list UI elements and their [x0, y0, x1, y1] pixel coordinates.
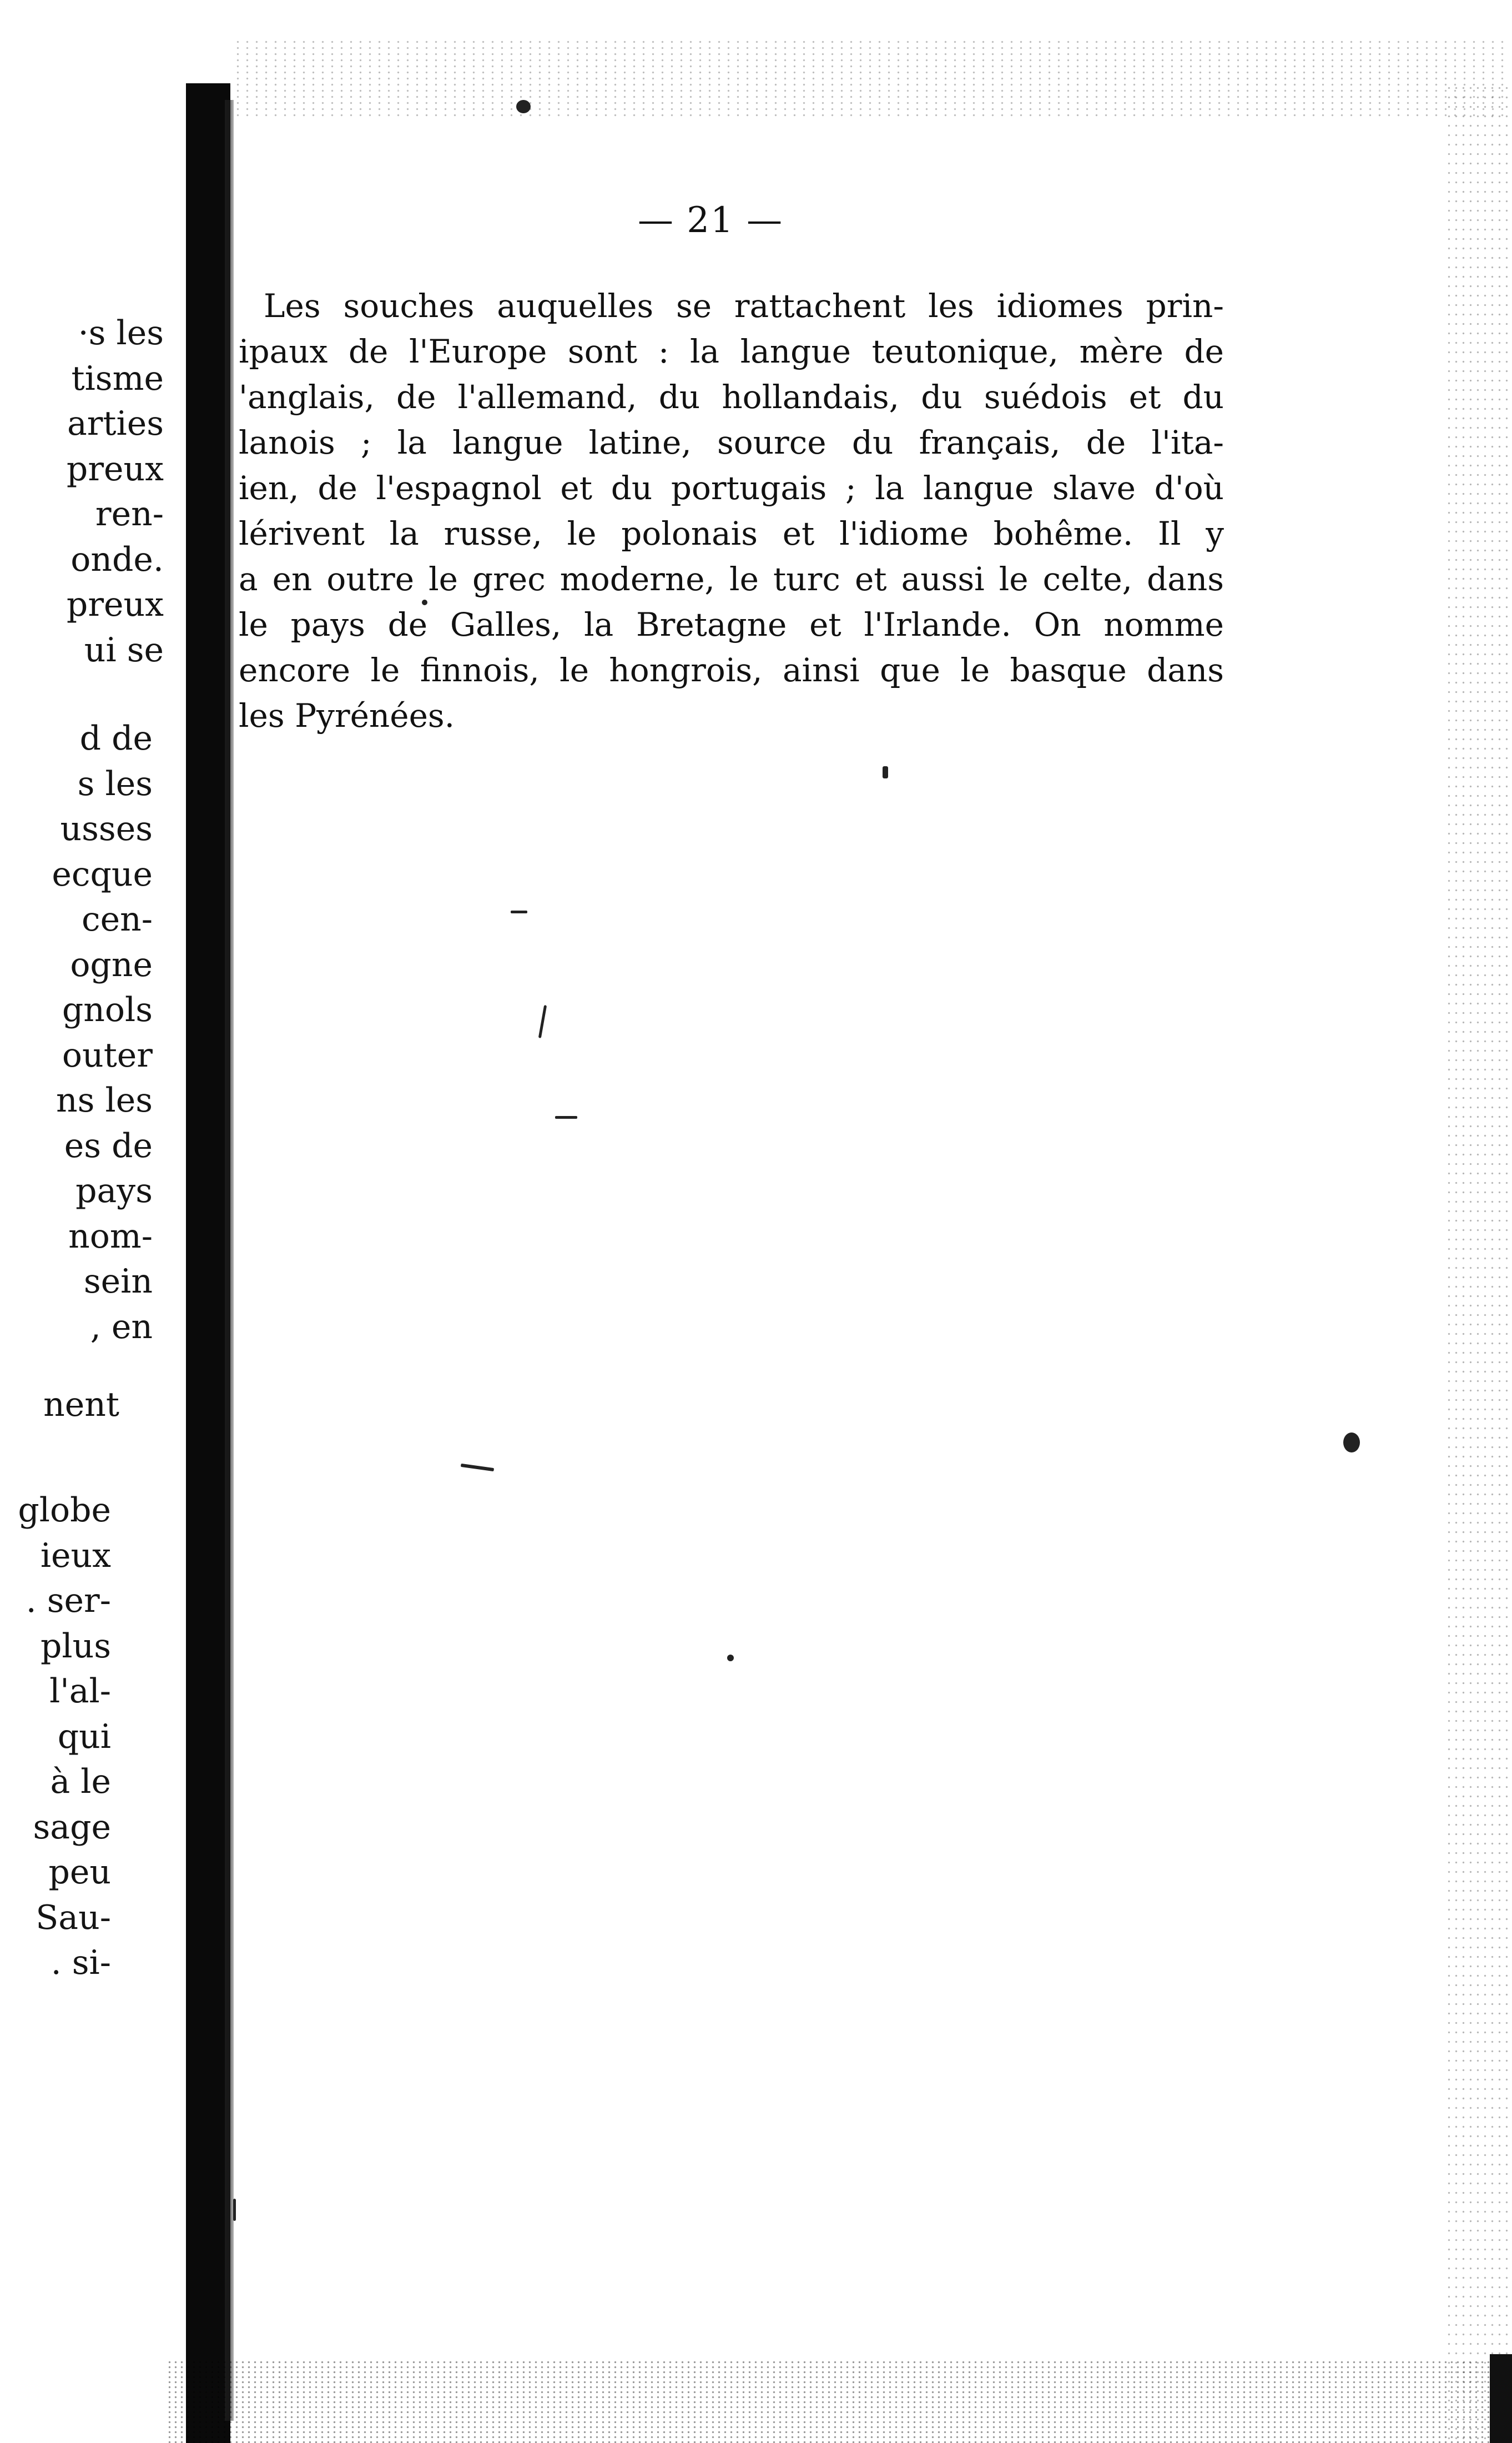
scan-speck: [516, 100, 531, 113]
fragment-line: plus: [40, 1626, 111, 1666]
fragment-line: outer: [62, 1035, 153, 1075]
scan-speck: [422, 600, 427, 605]
paragraph-line: ien, de l'espagnol et du portugais ; la langue slave d'où: [239, 469, 1224, 507]
fragment-line: peu: [48, 1853, 111, 1892]
scan-speck: [511, 911, 527, 913]
bottom-right-corner-mark: [1490, 2354, 1512, 2443]
fragment-line: . ser-: [26, 1581, 111, 1620]
paragraph-line: 'anglais, de l'allemand, du hollandais, du suédois et du: [239, 378, 1224, 416]
left-page-fragment-3: [11, 1383, 119, 1428]
fragment-line: es de: [64, 1126, 153, 1165]
fragment-line: pays: [75, 1172, 153, 1210]
top-edge-noise: [233, 39, 1510, 117]
fragment-line: sein: [83, 1262, 153, 1301]
fragment-line: nom-: [68, 1217, 153, 1256]
scan-speck: [1343, 1432, 1360, 1452]
fragment-line: tisme: [71, 359, 164, 398]
scan-speck: [555, 1116, 577, 1119]
fragment-line: preux: [66, 585, 164, 624]
fragment-line: s les: [77, 764, 153, 803]
left-page-fragment-1: [31, 311, 164, 673]
page-number: — 21 —: [637, 200, 784, 241]
paragraph-line: lanois ; la langue latine, source du français, de l'ita-: [239, 424, 1224, 461]
fragment-line: cen-: [81, 900, 153, 939]
fragment-line: globe: [18, 1491, 111, 1530]
fragment-line: ·s les: [78, 314, 164, 353]
body-paragraph: [239, 283, 1224, 738]
gutter-edge: [225, 100, 234, 2421]
left-page-fragment-2: [11, 716, 153, 1350]
paragraph-line: a en outre le grec moderne, le turc et aussi le celte, dans: [239, 560, 1224, 598]
scan-speck: [883, 766, 888, 778]
scan-speck: [233, 2199, 236, 2221]
left-page-fragment-4: [11, 1488, 111, 1986]
right-edge-noise: [1445, 83, 1512, 2443]
scan-speck: [727, 1655, 734, 1661]
fragment-line: Sau-: [36, 1898, 111, 1937]
fragment-line: nent: [43, 1385, 119, 1424]
fragment-line: ui se: [84, 630, 164, 670]
fragment-line: onde.: [70, 540, 164, 579]
fragment-line: d de: [79, 719, 153, 758]
fragment-line: à le: [50, 1762, 111, 1801]
fragment-line: ieux: [40, 1536, 111, 1575]
fragment-line: qui: [57, 1717, 111, 1756]
fragment-line: usses: [60, 810, 153, 848]
fragment-line: l'al-: [49, 1672, 111, 1711]
paragraph-line: le pays de Galles, la Bretagne et l'Irlande. On nomme: [239, 606, 1224, 644]
paragraph-line: lérivent la russe, le polonais et l'idiome bohême. Il y: [239, 515, 1224, 552]
fragment-line: ren-: [95, 495, 164, 534]
paragraph-line: les Pyrénées.: [239, 697, 455, 735]
fragment-line: , en: [90, 1307, 153, 1346]
paragraph-line: encore le finnois, le hongrois, ainsi que le basque dans: [239, 651, 1224, 689]
bottom-edge-noise: [167, 2360, 1512, 2443]
fragment-line: ecque: [52, 854, 153, 894]
fragment-line: . si-: [51, 1943, 111, 1982]
paragraph-line: ipaux de l'Europe sont : la langue teutonique, mère de: [239, 333, 1224, 370]
fragment-line: sage: [33, 1807, 111, 1847]
paragraph-line: Les souches auquelles se rattachent les idiomes prin-: [264, 287, 1224, 325]
book-gutter-shadow: [186, 83, 230, 2443]
fragment-line: ns les: [56, 1081, 153, 1120]
fragment-line: gnols: [62, 991, 153, 1029]
fragment-line: arties: [67, 404, 164, 443]
fragment-line: ogne: [70, 945, 153, 984]
fragment-line: preux: [66, 449, 164, 489]
